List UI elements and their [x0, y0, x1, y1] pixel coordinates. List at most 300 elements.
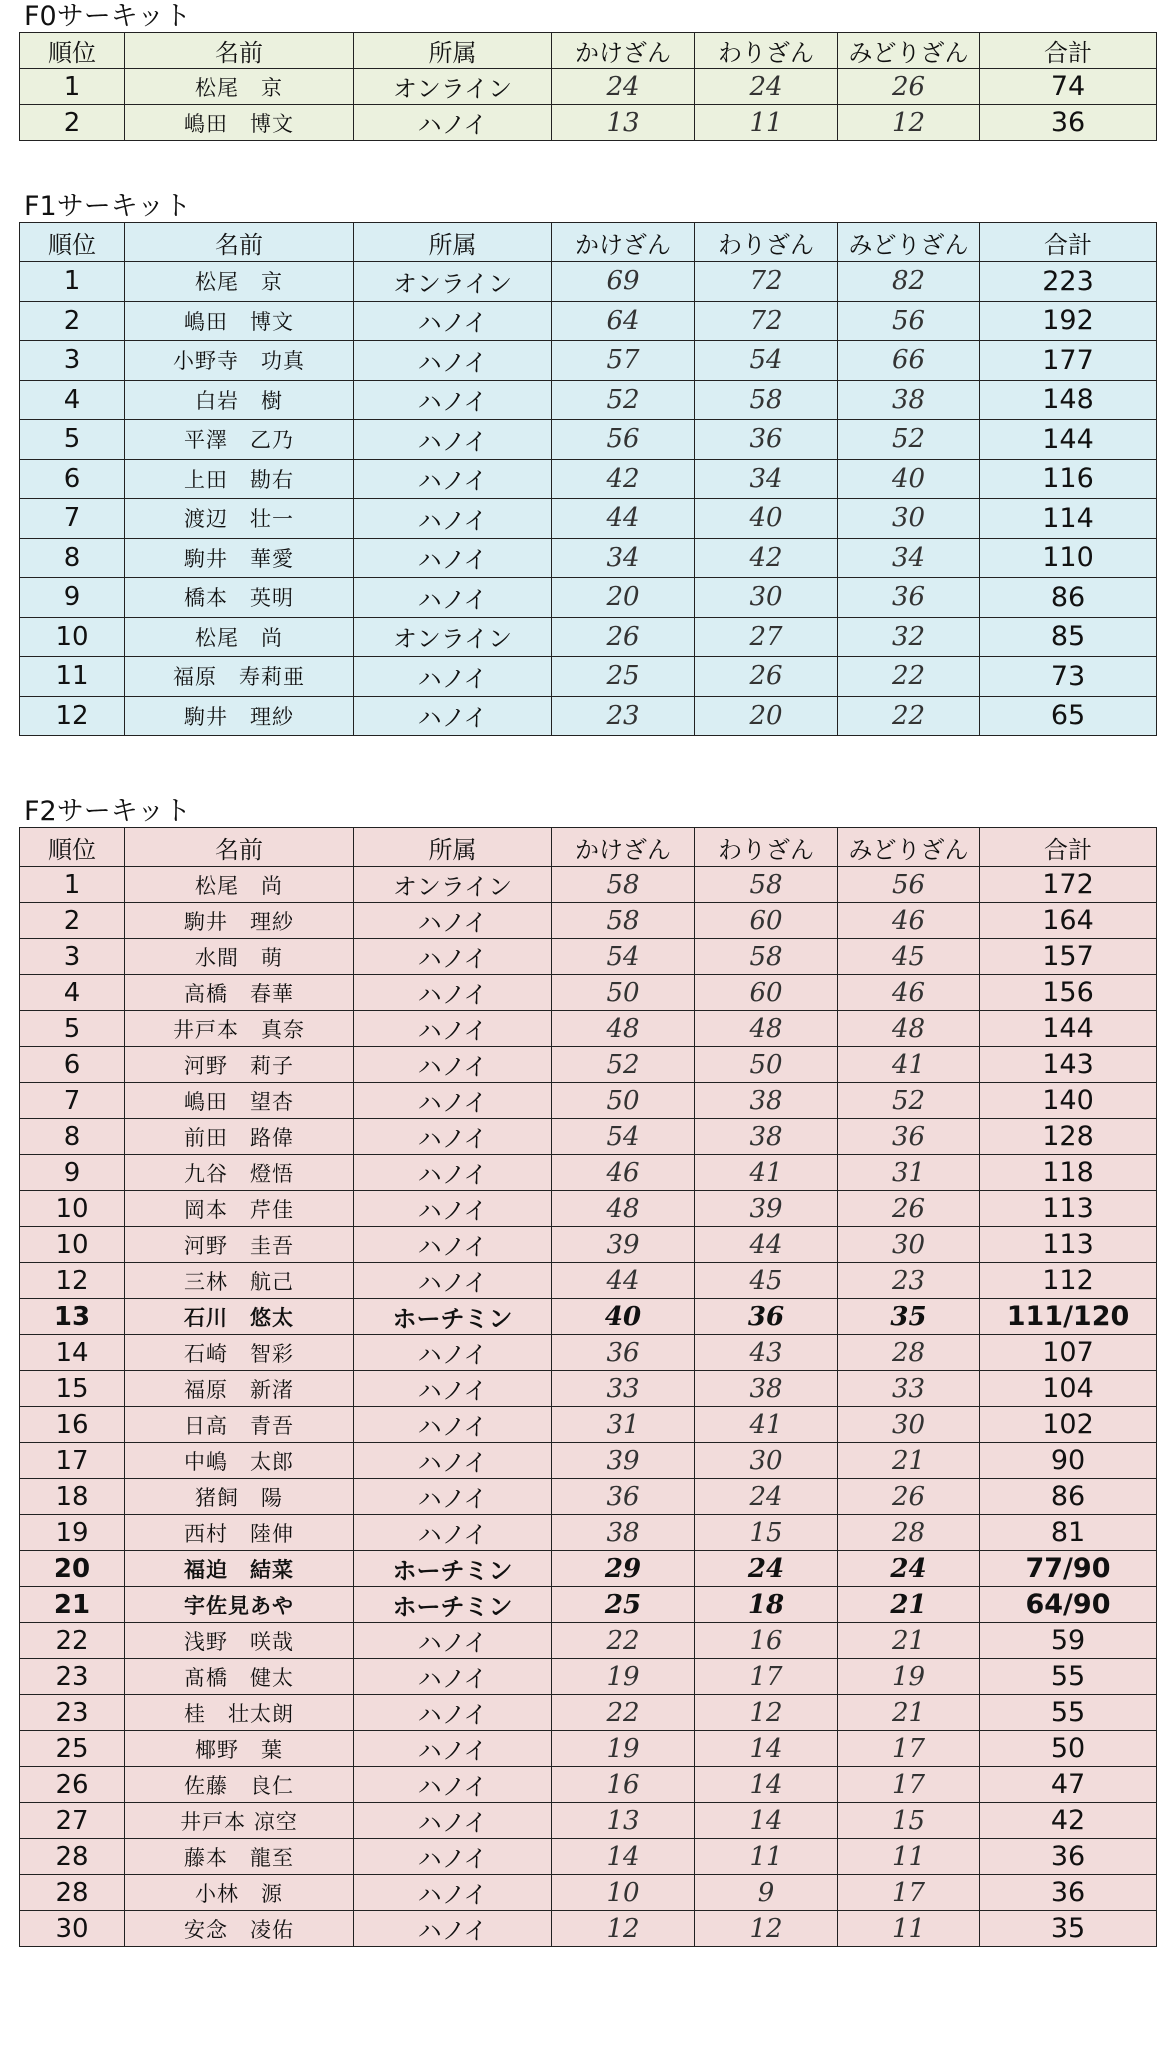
cell-midorizan: 41 — [838, 1047, 980, 1083]
cell-kakezan: 26 — [552, 617, 695, 657]
cell-affiliation: ハノイ — [354, 1227, 552, 1263]
cell-kakezan: 25 — [552, 1587, 695, 1623]
cell-rank: 8 — [20, 538, 125, 578]
cell-rank: 14 — [20, 1335, 125, 1371]
cell-name: 岡本 芹佳 — [125, 1191, 354, 1227]
cell-name: 藤本 龍至 — [125, 1839, 354, 1875]
cell-midorizan: 82 — [838, 262, 980, 302]
table-row — [20, 1623, 1157, 1659]
cell-rank: 25 — [20, 1731, 125, 1767]
cell-total: 55 — [980, 1659, 1157, 1695]
cell-name: 駒井 理紗 — [125, 696, 354, 736]
section-f0-circuit — [19, 2, 1156, 141]
cell-name: 松尾 京 — [125, 262, 354, 302]
cell-affiliation: ホーチミン — [354, 1299, 552, 1335]
cell-midorizan: 52 — [838, 1083, 980, 1119]
table-row — [20, 69, 1157, 105]
cell-kakezan: 50 — [552, 1083, 695, 1119]
header-kakezan: かけざん — [552, 33, 695, 69]
cell-kakezan: 39 — [552, 1443, 695, 1479]
cell-kakezan: 22 — [552, 1695, 695, 1731]
cell-warizan: 24 — [695, 1479, 838, 1515]
cell-affiliation: ハノイ — [354, 1803, 552, 1839]
table-row — [20, 1695, 1157, 1731]
cell-rank: 10 — [20, 1227, 125, 1263]
cell-midorizan: 36 — [838, 1119, 980, 1155]
cell-rank: 26 — [20, 1767, 125, 1803]
cell-name: 河野 莉子 — [125, 1047, 354, 1083]
cell-warizan: 36 — [695, 420, 838, 460]
cell-total: 112 — [980, 1263, 1157, 1299]
cell-name: 嶋田 博文 — [125, 105, 354, 141]
section-f2-circuit — [19, 797, 1156, 1947]
cell-kakezan: 50 — [552, 975, 695, 1011]
cell-total: 36 — [980, 1839, 1157, 1875]
table-row — [20, 657, 1157, 697]
cell-total: 59 — [980, 1623, 1157, 1659]
cell-total: 143 — [980, 1047, 1157, 1083]
cell-affiliation: ハノイ — [354, 1191, 552, 1227]
cell-rank: 15 — [20, 1371, 125, 1407]
cell-rank: 10 — [20, 1191, 125, 1227]
cell-warizan: 40 — [695, 499, 838, 539]
header-affiliation: 所属 — [354, 223, 552, 262]
cell-warizan: 9 — [695, 1875, 838, 1911]
cell-kakezan: 16 — [552, 1767, 695, 1803]
cell-rank: 3 — [20, 341, 125, 381]
cell-midorizan: 26 — [838, 1479, 980, 1515]
cell-warizan: 27 — [695, 617, 838, 657]
cell-rank: 10 — [20, 617, 125, 657]
table-row — [20, 1551, 1157, 1587]
cell-kakezan: 19 — [552, 1659, 695, 1695]
header-warizan: わりざん — [695, 33, 838, 69]
table-row — [20, 1767, 1157, 1803]
cell-kakezan: 38 — [552, 1515, 695, 1551]
cell-rank: 6 — [20, 1047, 125, 1083]
cell-name: 佐藤 良仁 — [125, 1767, 354, 1803]
cell-midorizan: 46 — [838, 903, 980, 939]
cell-midorizan: 22 — [838, 657, 980, 697]
cell-rank: 28 — [20, 1875, 125, 1911]
cell-warizan: 34 — [695, 459, 838, 499]
table-row — [20, 1371, 1157, 1407]
table-row — [20, 1731, 1157, 1767]
table-row — [20, 696, 1157, 736]
cell-warizan: 43 — [695, 1335, 838, 1371]
cell-midorizan: 12 — [838, 105, 980, 141]
table-row — [20, 262, 1157, 302]
table-row — [20, 1839, 1157, 1875]
cell-name: 松尾 京 — [125, 69, 354, 105]
cell-name: 小林 源 — [125, 1875, 354, 1911]
cell-name: 桂 壮太朗 — [125, 1695, 354, 1731]
cell-affiliation: ハノイ — [354, 301, 552, 341]
cell-affiliation: ハノイ — [354, 1407, 552, 1443]
header-rank: 順位 — [20, 223, 125, 262]
cell-total: 113 — [980, 1191, 1157, 1227]
cell-total: 157 — [980, 939, 1157, 975]
cell-warizan: 11 — [695, 1839, 838, 1875]
cell-rank: 2 — [20, 301, 125, 341]
cell-kakezan: 52 — [552, 1047, 695, 1083]
cell-affiliation: ハノイ — [354, 1335, 552, 1371]
cell-warizan: 24 — [695, 1551, 838, 1587]
cell-total: 192 — [980, 301, 1157, 341]
cell-midorizan: 21 — [838, 1695, 980, 1731]
table-row — [20, 105, 1157, 141]
cell-kakezan: 36 — [552, 1335, 695, 1371]
cell-name: 宇佐見あや — [125, 1587, 354, 1623]
cell-midorizan: 46 — [838, 975, 980, 1011]
cell-kakezan: 54 — [552, 1119, 695, 1155]
cell-affiliation: ハノイ — [354, 1263, 552, 1299]
cell-midorizan: 15 — [838, 1803, 980, 1839]
cell-name: 安念 凌佑 — [125, 1911, 354, 1947]
cell-name: 松尾 尚 — [125, 617, 354, 657]
cell-warizan: 12 — [695, 1695, 838, 1731]
cell-affiliation: ハノイ — [354, 1875, 552, 1911]
cell-rank: 23 — [20, 1659, 125, 1695]
cell-warizan: 20 — [695, 696, 838, 736]
cell-total: 177 — [980, 341, 1157, 381]
cell-name: 髙橋 健太 — [125, 1659, 354, 1695]
cell-affiliation: ハノイ — [354, 538, 552, 578]
table-row — [20, 1911, 1157, 1947]
cell-midorizan: 21 — [838, 1443, 980, 1479]
cell-kakezan: 36 — [552, 1479, 695, 1515]
cell-rank: 18 — [20, 1479, 125, 1515]
cell-rank: 11 — [20, 657, 125, 697]
cell-name: 駒井 華愛 — [125, 538, 354, 578]
cell-name: 白岩 樹 — [125, 380, 354, 420]
cell-kakezan: 33 — [552, 1371, 695, 1407]
cell-total: 111/120 — [980, 1299, 1157, 1335]
ranking-table — [19, 827, 1157, 1947]
cell-total: 74 — [980, 69, 1157, 105]
cell-rank: 4 — [20, 380, 125, 420]
cell-name: 猪飼 陽 — [125, 1479, 354, 1515]
cell-warizan: 54 — [695, 341, 838, 381]
cell-name: 上田 勘右 — [125, 459, 354, 499]
cell-affiliation: ハノイ — [354, 420, 552, 460]
cell-warizan: 11 — [695, 105, 838, 141]
cell-kakezan: 19 — [552, 1731, 695, 1767]
cell-midorizan: 22 — [838, 696, 980, 736]
section-title: F0サーキット — [24, 1, 192, 32]
cell-total: 148 — [980, 380, 1157, 420]
cell-affiliation: ハノイ — [354, 1011, 552, 1047]
cell-name: 西村 陸伸 — [125, 1515, 354, 1551]
cell-total: 144 — [980, 420, 1157, 460]
cell-warizan: 14 — [695, 1767, 838, 1803]
cell-affiliation: ハノイ — [354, 1623, 552, 1659]
cell-affiliation: ハノイ — [354, 1731, 552, 1767]
cell-kakezan: 22 — [552, 1623, 695, 1659]
cell-kakezan: 44 — [552, 1263, 695, 1299]
cell-affiliation: ハノイ — [354, 1047, 552, 1083]
cell-name: 浅野 咲哉 — [125, 1623, 354, 1659]
cell-total: 164 — [980, 903, 1157, 939]
table-row — [20, 538, 1157, 578]
cell-kakezan: 12 — [552, 1911, 695, 1947]
cell-name: 高橋 春華 — [125, 975, 354, 1011]
cell-midorizan: 17 — [838, 1875, 980, 1911]
cell-warizan: 42 — [695, 538, 838, 578]
table-row — [20, 1479, 1157, 1515]
cell-name: 駒井 理紗 — [125, 903, 354, 939]
cell-warizan: 48 — [695, 1011, 838, 1047]
cell-kakezan: 13 — [552, 1803, 695, 1839]
table-row — [20, 939, 1157, 975]
table-row — [20, 578, 1157, 618]
section-f1-circuit — [19, 192, 1156, 736]
cell-name: 石崎 智彩 — [125, 1335, 354, 1371]
cell-affiliation: ハノイ — [354, 939, 552, 975]
cell-rank: 5 — [20, 420, 125, 460]
cell-rank: 20 — [20, 1551, 125, 1587]
table-row — [20, 1407, 1157, 1443]
cell-warizan: 41 — [695, 1407, 838, 1443]
cell-midorizan: 26 — [838, 69, 980, 105]
cell-total: 42 — [980, 1803, 1157, 1839]
table-row — [20, 1443, 1157, 1479]
cell-affiliation: ハノイ — [354, 499, 552, 539]
header-midorizan: みどりざん — [838, 33, 980, 69]
cell-total: 47 — [980, 1767, 1157, 1803]
header-name: 名前 — [125, 828, 354, 867]
cell-total: 86 — [980, 578, 1157, 618]
cell-kakezan: 56 — [552, 420, 695, 460]
cell-midorizan: 45 — [838, 939, 980, 975]
cell-affiliation: ハノイ — [354, 696, 552, 736]
cell-name: 福迫 結菜 — [125, 1551, 354, 1587]
cell-rank: 2 — [20, 903, 125, 939]
cell-name: 前田 路偉 — [125, 1119, 354, 1155]
cell-affiliation: ハノイ — [354, 459, 552, 499]
cell-midorizan: 38 — [838, 380, 980, 420]
cell-name: 小野寺 功真 — [125, 341, 354, 381]
cell-midorizan: 32 — [838, 617, 980, 657]
cell-rank: 12 — [20, 1263, 125, 1299]
table-row — [20, 459, 1157, 499]
cell-warizan: 60 — [695, 903, 838, 939]
section-title: F2サーキット — [24, 796, 192, 827]
cell-total: 90 — [980, 1443, 1157, 1479]
cell-kakezan: 25 — [552, 657, 695, 697]
header-midorizan: みどりざん — [838, 828, 980, 867]
cell-rank: 22 — [20, 1623, 125, 1659]
cell-total: 73 — [980, 657, 1157, 697]
cell-warizan: 14 — [695, 1803, 838, 1839]
cell-affiliation: ハノイ — [354, 1911, 552, 1947]
cell-kakezan: 64 — [552, 301, 695, 341]
table-row — [20, 1191, 1157, 1227]
cell-rank: 28 — [20, 1839, 125, 1875]
cell-midorizan: 26 — [838, 1191, 980, 1227]
cell-midorizan: 28 — [838, 1515, 980, 1551]
header-rank: 順位 — [20, 828, 125, 867]
cell-total: 223 — [980, 262, 1157, 302]
cell-kakezan: 69 — [552, 262, 695, 302]
cell-kakezan: 31 — [552, 1407, 695, 1443]
cell-total: 102 — [980, 1407, 1157, 1443]
table-row — [20, 499, 1157, 539]
cell-affiliation: ハノイ — [354, 578, 552, 618]
cell-warizan: 39 — [695, 1191, 838, 1227]
header-kakezan: かけざん — [552, 223, 695, 262]
cell-name: 椰野 葉 — [125, 1731, 354, 1767]
cell-rank: 21 — [20, 1587, 125, 1623]
cell-warizan: 58 — [695, 867, 838, 903]
cell-total: 35 — [980, 1911, 1157, 1947]
cell-rank: 12 — [20, 696, 125, 736]
cell-total: 55 — [980, 1695, 1157, 1731]
cell-total: 36 — [980, 1875, 1157, 1911]
cell-midorizan: 21 — [838, 1587, 980, 1623]
table-row — [20, 1659, 1157, 1695]
cell-warizan: 30 — [695, 1443, 838, 1479]
cell-warizan: 12 — [695, 1911, 838, 1947]
cell-total: 140 — [980, 1083, 1157, 1119]
cell-total: 85 — [980, 617, 1157, 657]
cell-affiliation: ホーチミン — [354, 1587, 552, 1623]
header-name: 名前 — [125, 223, 354, 262]
cell-affiliation: ハノイ — [354, 1443, 552, 1479]
cell-midorizan: 33 — [838, 1371, 980, 1407]
cell-rank: 3 — [20, 939, 125, 975]
cell-rank: 2 — [20, 105, 125, 141]
cell-warizan: 26 — [695, 657, 838, 697]
table-row — [20, 301, 1157, 341]
ranking-table — [19, 32, 1157, 141]
cell-kakezan: 46 — [552, 1155, 695, 1191]
cell-midorizan: 11 — [838, 1839, 980, 1875]
cell-warizan: 36 — [695, 1299, 838, 1335]
cell-midorizan: 30 — [838, 1407, 980, 1443]
cell-warizan: 18 — [695, 1587, 838, 1623]
cell-name: 水間 萌 — [125, 939, 354, 975]
header-affiliation: 所属 — [354, 33, 552, 69]
cell-total: 156 — [980, 975, 1157, 1011]
cell-kakezan: 40 — [552, 1299, 695, 1335]
header-warizan: わりざん — [695, 223, 838, 262]
cell-midorizan: 48 — [838, 1011, 980, 1047]
cell-affiliation: ハノイ — [354, 1839, 552, 1875]
header-total: 合計 — [980, 33, 1157, 69]
cell-warizan: 17 — [695, 1659, 838, 1695]
cell-rank: 8 — [20, 1119, 125, 1155]
cell-kakezan: 13 — [552, 105, 695, 141]
cell-name: 石川 悠太 — [125, 1299, 354, 1335]
table-row — [20, 1515, 1157, 1551]
table-header-row — [20, 828, 1157, 867]
section-title: F1サーキット — [24, 191, 192, 222]
cell-rank: 1 — [20, 262, 125, 302]
cell-rank: 16 — [20, 1407, 125, 1443]
table-row — [20, 975, 1157, 1011]
cell-name: 福原 寿莉亜 — [125, 657, 354, 697]
cell-kakezan: 57 — [552, 341, 695, 381]
cell-total: 114 — [980, 499, 1157, 539]
cell-affiliation: ハノイ — [354, 1479, 552, 1515]
cell-midorizan: 24 — [838, 1551, 980, 1587]
cell-warizan: 14 — [695, 1731, 838, 1767]
cell-total: 50 — [980, 1731, 1157, 1767]
cell-total: 128 — [980, 1119, 1157, 1155]
cell-affiliation: ハノイ — [354, 341, 552, 381]
header-total: 合計 — [980, 223, 1157, 262]
cell-warizan: 72 — [695, 301, 838, 341]
cell-name: 日高 青吾 — [125, 1407, 354, 1443]
cell-rank: 9 — [20, 1155, 125, 1191]
table-row — [20, 867, 1157, 903]
cell-kakezan: 48 — [552, 1191, 695, 1227]
cell-affiliation: ハノイ — [354, 1659, 552, 1695]
cell-kakezan: 39 — [552, 1227, 695, 1263]
cell-name: 橋本 英明 — [125, 578, 354, 618]
cell-name: 三林 航己 — [125, 1263, 354, 1299]
cell-name: 九谷 燈悟 — [125, 1155, 354, 1191]
cell-kakezan: 58 — [552, 867, 695, 903]
table-row — [20, 1047, 1157, 1083]
header-warizan: わりざん — [695, 828, 838, 867]
cell-kakezan: 48 — [552, 1011, 695, 1047]
cell-warizan: 44 — [695, 1227, 838, 1263]
cell-warizan: 38 — [695, 1119, 838, 1155]
table-row — [20, 1587, 1157, 1623]
cell-midorizan: 52 — [838, 420, 980, 460]
cell-warizan: 16 — [695, 1623, 838, 1659]
cell-name: 渡辺 壮一 — [125, 499, 354, 539]
cell-name: 嶋田 博文 — [125, 301, 354, 341]
cell-kakezan: 14 — [552, 1839, 695, 1875]
cell-name: 平澤 乙乃 — [125, 420, 354, 460]
cell-warizan: 60 — [695, 975, 838, 1011]
cell-warizan: 58 — [695, 380, 838, 420]
table-row — [20, 1119, 1157, 1155]
cell-warizan: 38 — [695, 1083, 838, 1119]
cell-midorizan: 30 — [838, 499, 980, 539]
cell-rank: 17 — [20, 1443, 125, 1479]
header-total: 合計 — [980, 828, 1157, 867]
cell-affiliation: ハノイ — [354, 1155, 552, 1191]
table-row — [20, 1803, 1157, 1839]
table-header-row — [20, 223, 1157, 262]
cell-midorizan: 17 — [838, 1731, 980, 1767]
cell-warizan: 24 — [695, 69, 838, 105]
table-row — [20, 420, 1157, 460]
cell-kakezan: 58 — [552, 903, 695, 939]
cell-kakezan: 10 — [552, 1875, 695, 1911]
cell-total: 81 — [980, 1515, 1157, 1551]
cell-kakezan: 44 — [552, 499, 695, 539]
cell-rank: 7 — [20, 1083, 125, 1119]
cell-midorizan: 56 — [838, 301, 980, 341]
cell-midorizan: 40 — [838, 459, 980, 499]
cell-rank: 1 — [20, 867, 125, 903]
cell-midorizan: 21 — [838, 1623, 980, 1659]
header-name: 名前 — [125, 33, 354, 69]
cell-affiliation: ハノイ — [354, 1767, 552, 1803]
header-midorizan: みどりざん — [838, 223, 980, 262]
cell-midorizan: 66 — [838, 341, 980, 381]
cell-total: 64/90 — [980, 1587, 1157, 1623]
cell-name: 松尾 尚 — [125, 867, 354, 903]
table-row — [20, 341, 1157, 381]
cell-midorizan: 34 — [838, 538, 980, 578]
cell-rank: 5 — [20, 1011, 125, 1047]
